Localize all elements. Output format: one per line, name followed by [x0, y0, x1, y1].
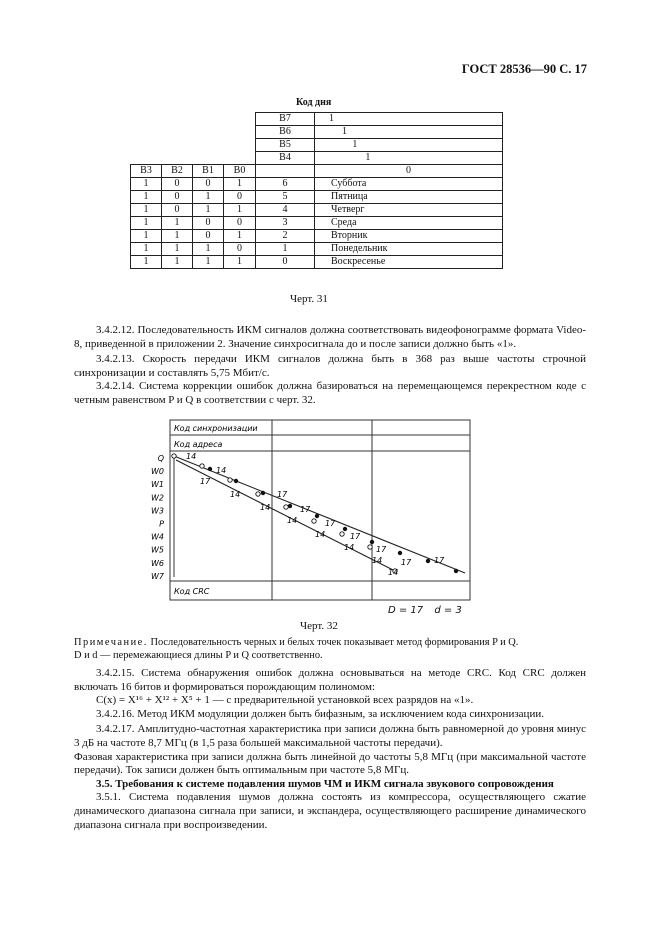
interval-14-label: 14 [230, 490, 241, 499]
column-header: 0 [315, 165, 503, 178]
table-cell: 0 [224, 191, 256, 204]
sync-code-label: Код синхронизации [174, 424, 258, 433]
table-cell: 1 [162, 243, 193, 256]
paragraph-3-4-2-15: 3.4.2.15. Система обнаружения ошибок должна основываться на методе CRC. Код CRC должен включать 16 битов и формироваться порождающим полиномом: [74, 667, 586, 693]
white-dot [284, 505, 288, 509]
row-label: W5 [151, 545, 164, 555]
note-text-2: D и d — перемежающиеся длины P и Q соответственно. [74, 650, 323, 661]
row-label: W6 [151, 558, 164, 568]
interval-14-label: 14 [315, 530, 326, 539]
crc-code-label: Код CRC [174, 587, 210, 596]
table-row [131, 230, 503, 243]
text-block-2 [74, 667, 586, 832]
interval-14-label: 14 [388, 568, 399, 577]
table-cell: 0 [256, 256, 315, 269]
table-row [131, 204, 503, 217]
bit-value: 1 [315, 113, 503, 126]
black-dot [315, 514, 319, 518]
white-dot [340, 532, 344, 536]
table-cell: 1 [131, 243, 162, 256]
section-3-5-title: 3.5. Требования к системе подавления шумов ЧМ и ИКМ сигнала звукового сопровождения [96, 777, 554, 790]
row-label: W7 [151, 571, 164, 581]
interval-14-label: 14 [260, 503, 271, 512]
interval-17-label: 17 [277, 490, 288, 499]
paragraph-3-4-2-13: 3.4.2.13. Скорость передачи ИКМ сигналов должна быть в 368 раз выше частоты строчной синхронизации и составлять 5,75 Мбит/с. [74, 353, 586, 379]
table-cell: Пятница [315, 191, 503, 204]
table-cell: 1 [224, 256, 256, 269]
interval-17-label: 17 [350, 532, 361, 541]
interval-14-label: 14 [372, 556, 383, 565]
table-cell: 1 [193, 256, 224, 269]
white-dot [368, 545, 372, 549]
row-label: W2 [151, 493, 164, 503]
table-cell: 1 [131, 191, 162, 204]
row-label: W1 [151, 480, 164, 490]
column-header: B0 [224, 165, 256, 178]
table-row [131, 256, 503, 269]
table-cell: 1 [224, 230, 256, 243]
table-cell: 0 [162, 204, 193, 217]
bit-value: 1 [315, 139, 503, 152]
paragraph-3-4-2-16: 3.4.2.16. Метод ИКМ модуляции должен быть бифазным, за исключением кода синхронизации. [96, 707, 544, 720]
white-dot [312, 519, 316, 523]
table-cell: 0 [224, 217, 256, 230]
table-row [131, 178, 503, 191]
interval-14-label: 14 [344, 543, 355, 552]
row-label: W3 [151, 506, 164, 516]
table-cell: Четверг [315, 204, 503, 217]
bit-value: 1 [315, 126, 503, 139]
table-cell: 1 [224, 178, 256, 191]
day-code-table [130, 112, 503, 269]
table-cell: Суббота [315, 178, 503, 191]
black-dot [234, 479, 238, 483]
row-label: W4 [151, 532, 164, 542]
black-dot [261, 491, 265, 495]
table-row [131, 243, 503, 256]
table-row [131, 152, 503, 165]
white-dot [256, 492, 260, 496]
note-label: Примечание. [74, 637, 148, 648]
table-cell: Вторник [315, 230, 503, 243]
interval-17-label: 17 [434, 556, 445, 565]
table-cell: 1 [193, 204, 224, 217]
table-cell: 0 [162, 178, 193, 191]
error-correction-diagram [150, 415, 490, 610]
table-row [131, 139, 503, 152]
small-d-label: d = 3 [434, 605, 462, 616]
column-header: B3 [131, 165, 162, 178]
table-cell: Понедельник [315, 243, 503, 256]
interval-17-label: 17 [325, 519, 336, 528]
column-header: B1 [193, 165, 224, 178]
table-cell: 0 [193, 178, 224, 191]
table-cell: 0 [224, 243, 256, 256]
white-dot [228, 478, 232, 482]
table-cell: 0 [162, 191, 193, 204]
note-line-1 [74, 636, 586, 649]
table-cell: 1 [131, 256, 162, 269]
table-cell: 1 [193, 243, 224, 256]
table-cell: Среда [315, 217, 503, 230]
table-cell: 1 [193, 191, 224, 204]
white-dot [200, 464, 204, 468]
interval-14-label: 14 [287, 516, 298, 525]
table-row [131, 191, 503, 204]
table-cell: 1 [162, 217, 193, 230]
note-text: Последовательность черных и белых точек показывает метод формирования P и Q. [150, 637, 519, 648]
table-cell: 6 [256, 178, 315, 191]
interval-17-label: 17 [376, 545, 387, 554]
black-dot [398, 551, 402, 555]
table-row [131, 113, 503, 126]
row-label: P [159, 519, 164, 529]
interval-14-label: 14 [186, 452, 197, 461]
crc-formula: C(x) = X¹⁶ + X¹² + X⁵ + 1 — с предварительной установкой всех разрядов на «1». [96, 694, 474, 707]
black-dot [454, 569, 458, 573]
table-cell: 3 [256, 217, 315, 230]
table-cell: Воскресенье [315, 256, 503, 269]
paragraph-3-4-2-14: 3.4.2.14. Система коррекции ошибок должна базироваться на перемещающемся перекрестном коде с четным равенством P и Q в соответствии с черт. 32. [74, 380, 586, 406]
interval-17-label: 17 [200, 477, 211, 486]
table-cell: 1 [131, 178, 162, 191]
interleave-lengths [388, 605, 462, 616]
text-block-1 [74, 324, 586, 408]
table-cell: 1 [256, 243, 315, 256]
big-d-label: D = 17 [388, 605, 424, 616]
bit-label: B4 [256, 152, 315, 165]
table-header-row [131, 165, 503, 178]
paragraph-phase: Фазовая характеристика при записи должна быть линейной до частоты 5,8 МГц (при максимальной частоте передачи). Ток записи должен быть оптимальным при частоте 5,8 МГц. [74, 750, 586, 777]
row-label: Q [157, 454, 164, 463]
white-dot [172, 454, 176, 458]
table-title: Код дня [296, 97, 332, 108]
table-cell: 1 [162, 256, 193, 269]
bit-value: 1 [315, 152, 503, 165]
table-row [131, 126, 503, 139]
bit-label: B7 [256, 113, 315, 126]
caption-31: Черт. 31 [290, 293, 328, 305]
bit-label: B6 [256, 126, 315, 139]
table-cell: 1 [131, 204, 162, 217]
address-code-label: Код адреса [174, 440, 223, 449]
bit-label: B5 [256, 139, 315, 152]
row-label: W0 [151, 467, 164, 477]
paragraph-3-4-2-17: 3.4.2.17. Амплитудно-частотная характеристика при записи должна быть равномерной до уровня минус 3 дБ на частоте 8,7 МГц (в 1,5 раза большей максимальной частоты передачи). [74, 723, 586, 749]
table-cell: 2 [256, 230, 315, 243]
black-dot [208, 467, 212, 471]
black-dot [370, 540, 374, 544]
interval-17-label: 17 [300, 505, 311, 514]
caption-32: Черт. 32 [300, 620, 338, 632]
interval-17-label: 17 [401, 558, 412, 567]
table-cell: 1 [131, 217, 162, 230]
table-cell: 1 [131, 230, 162, 243]
table-cell: 1 [162, 230, 193, 243]
column-header [256, 165, 315, 178]
table-cell: 5 [256, 191, 315, 204]
page-header: ГОСТ 28536—90 С. 17 [461, 62, 587, 76]
paragraph-3-5-1: 3.5.1. Система подавления шумов должна состоять из компрессора, осуществляющего сжатие динамического диапазона сигнала при записи, и экспандера, осуществляющего расширение динамического диапазона сигнала при воспроизведении. [74, 791, 586, 831]
black-dot [343, 527, 347, 531]
paragraph-3-4-2-12: 3.4.2.12. Последовательность ИКМ сигналов должна соответствовать видеофонограмме формата Video-8, приведенной в приложении 2. Значение синхросигнала до и после записи должно быть «1». [74, 324, 586, 350]
note-block [74, 636, 586, 662]
table-cell: 4 [256, 204, 315, 217]
black-dot [426, 559, 430, 563]
table-cell: 1 [224, 204, 256, 217]
table-row [131, 217, 503, 230]
table-cell: 0 [193, 230, 224, 243]
table-cell: 0 [193, 217, 224, 230]
column-header: B2 [162, 165, 193, 178]
interval-14-label: 14 [216, 466, 227, 475]
